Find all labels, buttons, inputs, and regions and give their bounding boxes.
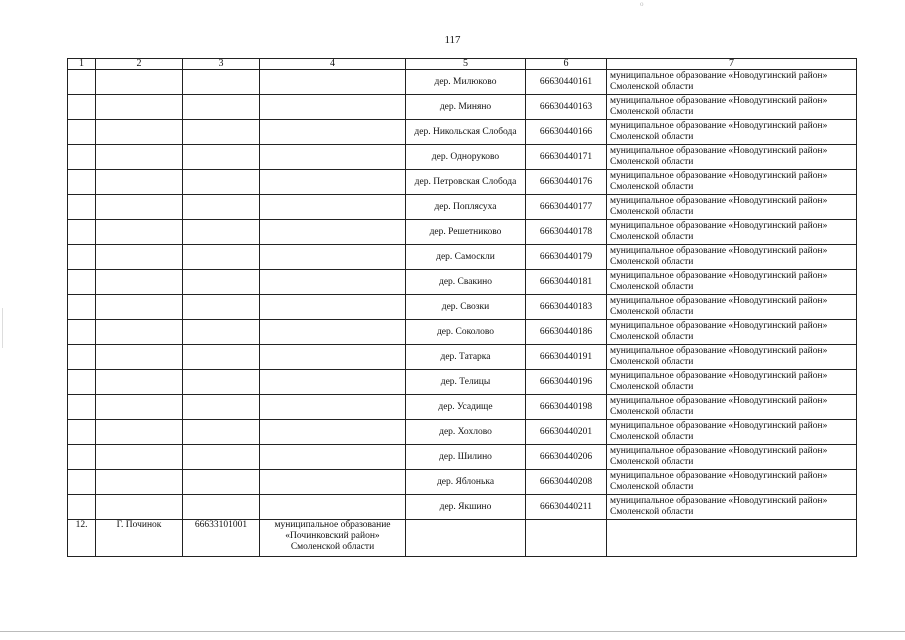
table-cell-c2 [96,320,183,345]
table-cell-c5: дер. Петровская Слобода [406,170,526,195]
table-cell-c3 [183,270,260,295]
table-cell-c6: 66630440208 [526,470,607,495]
table-row [68,120,857,145]
table-cell-c1 [68,145,96,170]
table-cell-c6: 66630440196 [526,370,607,395]
table-cell-c3 [183,195,260,220]
table-cell-c7: муниципальное образование «Новодугинский район» Смоленской области [607,395,857,420]
table-cell-c4 [260,245,406,270]
table-cell-c2 [96,195,183,220]
table-cell-c2 [96,145,183,170]
table-cell-c3 [183,70,260,95]
table-cell-c4 [260,345,406,370]
column-header: 1 [68,59,96,70]
scan-edge-mark [2,308,3,348]
table-cell-c6: 66630440191 [526,345,607,370]
table-cell-c4 [260,270,406,295]
table-cell-c4 [260,470,406,495]
table-cell-c1 [68,345,96,370]
table-row [68,395,857,420]
table-cell-c3 [183,320,260,345]
table-cell-c2 [96,70,183,95]
table-cell-c6: 66630440171 [526,145,607,170]
table-cell-c1 [68,495,96,520]
table-cell-c1 [68,420,96,445]
table-cell-c7: муниципальное образование «Новодугинский район» Смоленской области [607,270,857,295]
table-row [68,145,857,170]
table-cell-c6: 66630440177 [526,195,607,220]
table-cell-c3 [183,295,260,320]
table-cell-c2 [96,495,183,520]
table-cell-c7: муниципальное образование «Новодугинский район» Смоленской области [607,145,857,170]
table-cell-c4 [260,295,406,320]
table-cell-c6: 66630440211 [526,495,607,520]
table-cell-c2: Г. Починок [96,520,183,557]
table-cell-c2 [96,345,183,370]
table-cell-c6 [526,520,607,557]
table-cell-c1 [68,245,96,270]
table-cell-c7: муниципальное образование «Новодугинский район» Смоленской области [607,345,857,370]
table-cell-c7: муниципальное образование «Новодугинский район» Смоленской области [607,245,857,270]
table-cell-c1 [68,395,96,420]
table-cell-c2 [96,270,183,295]
table-cell-c6: 66630440178 [526,220,607,245]
table-cell-c5: дер. Решетниково [406,220,526,245]
table-row [68,520,857,557]
table-cell-c7: муниципальное образование «Новодугинский район» Смоленской области [607,420,857,445]
table-cell-c3 [183,395,260,420]
table-row [68,295,857,320]
table-cell-c7: муниципальное образование «Новодугинский район» Смоленской области [607,470,857,495]
table-cell-c5: дер. Милюково [406,70,526,95]
table-cell-c3 [183,245,260,270]
table-cell-c5: дер. Свозки [406,295,526,320]
table-cell-c4: муниципальное образование «Починковский район» Смоленской области [260,520,406,557]
table-cell-c4 [260,495,406,520]
table-cell-c7: муниципальное образование «Новодугинский район» Смоленской области [607,495,857,520]
table-cell-c2 [96,220,183,245]
table-cell-c6: 66630440206 [526,445,607,470]
table-cell-c7: муниципальное образование «Новодугинский район» Смоленской области [607,170,857,195]
document-table [67,58,857,557]
table-row [68,170,857,195]
table-cell-c3 [183,445,260,470]
table-cell-c4 [260,70,406,95]
table-cell-c7: муниципальное образование «Новодугинский район» Смоленской области [607,120,857,145]
table-row [68,220,857,245]
table-cell-c5: дер. Усадище [406,395,526,420]
table-cell-c1 [68,370,96,395]
table-cell-c1 [68,170,96,195]
table-cell-c3 [183,420,260,445]
table-row [68,95,857,120]
table-cell-c1 [68,95,96,120]
table-cell-c7: муниципальное образование «Новодугинский район» Смоленской области [607,320,857,345]
table-cell-c2 [96,170,183,195]
table-row [68,245,857,270]
column-header: 7 [607,59,857,70]
table-cell-c7: муниципальное образование «Новодугинский район» Смоленской области [607,370,857,395]
page-bottom-edge [0,631,905,632]
table-cell-c6: 66630440176 [526,170,607,195]
table-cell-c2 [96,295,183,320]
table-row [68,345,857,370]
table-cell-c2 [96,245,183,270]
table-cell-c4 [260,320,406,345]
table-cell-c7 [607,520,857,557]
table-cell-c5: дер. Шилино [406,445,526,470]
table-cell-c7: муниципальное образование «Новодугинский район» Смоленской области [607,220,857,245]
table-cell-c2 [96,470,183,495]
table-cell-c5: дер. Одноруково [406,145,526,170]
table-cell-c1: 12. [68,520,96,557]
table-row [68,470,857,495]
table-cell-c3 [183,120,260,145]
table-cell-c5: дер. Соколово [406,320,526,345]
table-cell-c2 [96,95,183,120]
table-cell-c4 [260,445,406,470]
column-header: 6 [526,59,607,70]
table-cell-c2 [96,120,183,145]
table-cell-c1 [68,220,96,245]
table-cell-c5: дер. Татарка [406,345,526,370]
table-cell-c6: 66630440163 [526,95,607,120]
table-cell-c5: дер. Миняно [406,95,526,120]
table-header-row [68,59,857,70]
page-number: 117 [444,34,461,46]
table-row [68,370,857,395]
table-cell-c4 [260,120,406,145]
table-cell-c6: 66630440201 [526,420,607,445]
table-row [68,70,857,95]
table-cell-c3 [183,470,260,495]
column-header: 2 [96,59,183,70]
table-row [68,320,857,345]
table-cell-c1 [68,295,96,320]
scan-artifact: o [640,0,644,8]
table-cell-c3 [183,95,260,120]
table-cell-c4 [260,220,406,245]
table-cell-c5: дер. Никольская Слобода [406,120,526,145]
table-cell-c6: 66630440166 [526,120,607,145]
table-cell-c5: дер. Хохлово [406,420,526,445]
table-cell-c3 [183,145,260,170]
table-cell-c6: 66630440161 [526,70,607,95]
table-cell-c7: муниципальное образование «Новодугинский район» Смоленской области [607,445,857,470]
table-cell-c6: 66630440181 [526,270,607,295]
table-cell-c5: дер. Свакино [406,270,526,295]
table-cell-c1 [68,70,96,95]
table-cell-c4 [260,195,406,220]
table-cell-c3 [183,220,260,245]
table-cell-c6: 66630440198 [526,395,607,420]
table-cell-c2 [96,420,183,445]
table-cell-c1 [68,195,96,220]
table-cell-c4 [260,95,406,120]
table-cell-c4 [260,145,406,170]
table-cell-c6: 66630440179 [526,245,607,270]
table-cell-c1 [68,445,96,470]
table-cell-c3 [183,495,260,520]
table-cell-c6: 66630440183 [526,295,607,320]
table-cell-c7: муниципальное образование «Новодугинский район» Смоленской области [607,95,857,120]
table-cell-c4 [260,395,406,420]
column-header: 4 [260,59,406,70]
column-header: 3 [183,59,260,70]
table-cell-c4 [260,420,406,445]
table-cell-c2 [96,370,183,395]
table-cell-c7: муниципальное образование «Новодугинский район» Смоленской области [607,295,857,320]
table-row [68,495,857,520]
table-cell-c5: дер. Самоскли [406,245,526,270]
table-cell-c4 [260,170,406,195]
table-cell-c5: дер. Яблонька [406,470,526,495]
table-cell-c3 [183,170,260,195]
table-cell-c2 [96,395,183,420]
table-cell-c5 [406,520,526,557]
table-cell-c1 [68,470,96,495]
table-cell-c7: муниципальное образование «Новодугинский район» Смоленской области [607,70,857,95]
table-cell-c3 [183,345,260,370]
table-row [68,445,857,470]
table-cell-c3: 66633101001 [183,520,260,557]
table-cell-c6: 66630440186 [526,320,607,345]
table-row [68,270,857,295]
table-cell-c5: дер. Якшино [406,495,526,520]
table-cell-c5: дер. Поплясуха [406,195,526,220]
column-header: 5 [406,59,526,70]
table-cell-c7: муниципальное образование «Новодугинский район» Смоленской области [607,195,857,220]
table-cell-c5: дер. Телицы [406,370,526,395]
table-cell-c1 [68,120,96,145]
table-cell-c2 [96,445,183,470]
table-row [68,420,857,445]
table-cell-c3 [183,370,260,395]
table-cell-c4 [260,370,406,395]
table-cell-c1 [68,270,96,295]
table-cell-c1 [68,320,96,345]
table-row [68,195,857,220]
